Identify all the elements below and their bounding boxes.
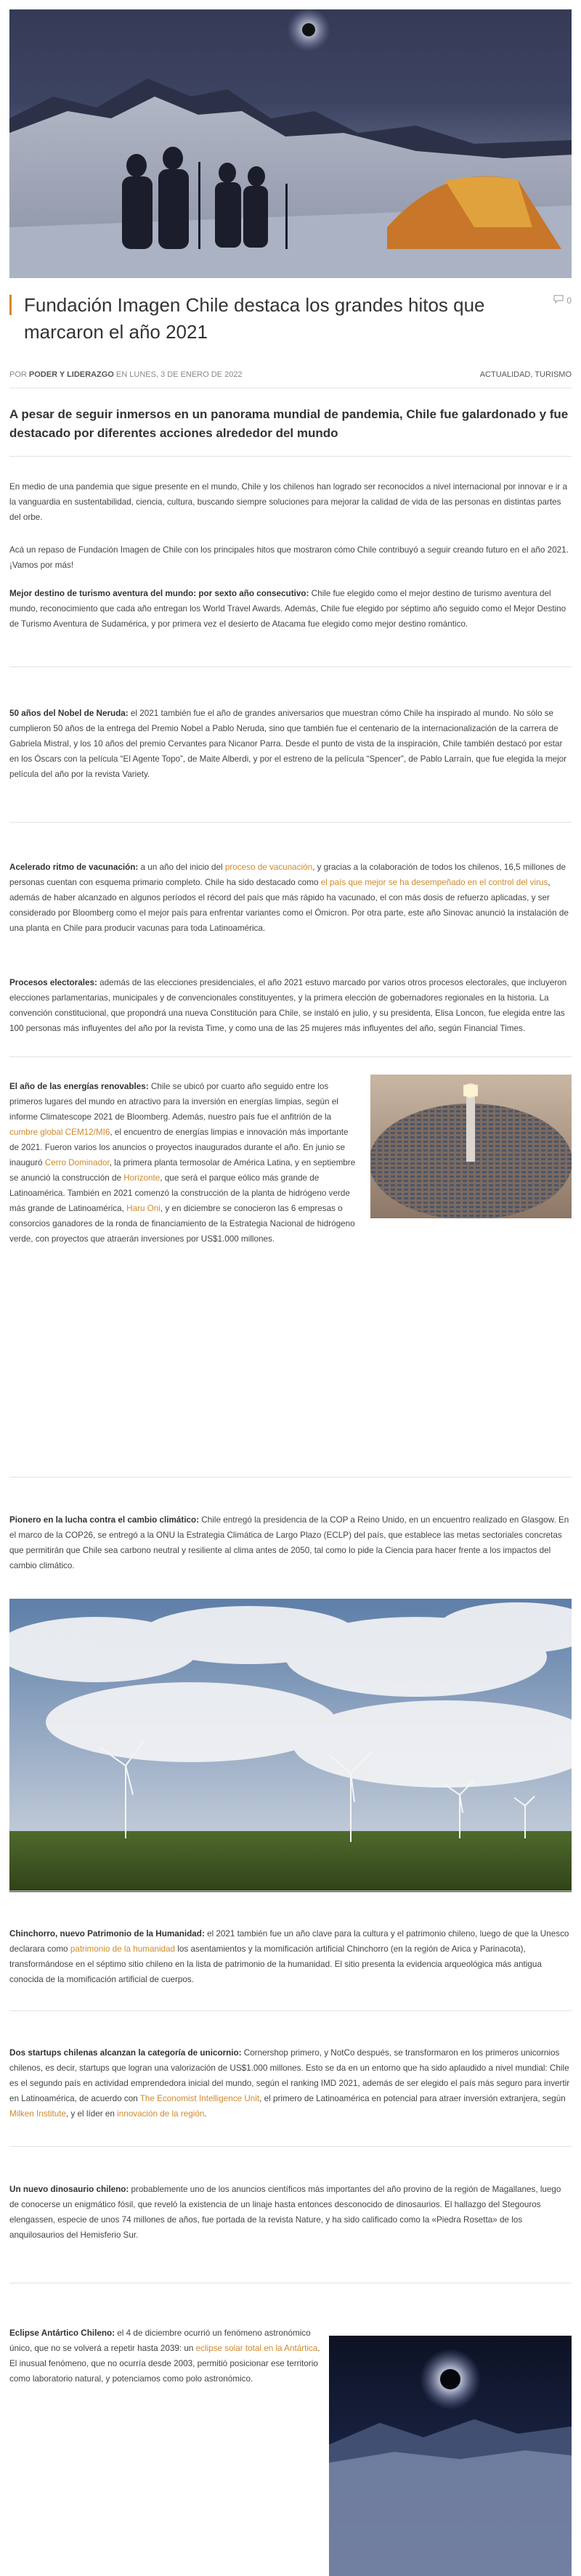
text: , y el líder en	[65, 2109, 118, 2119]
title-accent-bar	[9, 295, 12, 315]
text: los asentamientos y la momificación artificial Chinchorro (en la región de Arica y Parinacota), transformándose en el séptimo sitio chileno en la lista de patrimonio de la humanidad. El sitio presenta la evidencia arqueológica más antigua conocida de la momificación artificial de cuerpos.	[9, 1944, 542, 1984]
link-control-virus[interactable]: el país que mejor se ha desempeñado en el control del virus	[320, 878, 548, 887]
text: , y gracias a la colaboración de todos los chilenos, 16,5 millones de personas cuentan con esquema primario completo. Chile ha sido destacado como	[9, 863, 566, 887]
heading-chinchorro: Chinchorro, nuevo Patrimonio de la Humanidad:	[9, 1929, 205, 1939]
heading-vacunacion: Acelerado ritmo de vacunación:	[9, 863, 139, 872]
text: , la primera planta termosolar de América Latina, y en septiembre se anunció la construcción de	[9, 1158, 356, 1183]
meta-author-link[interactable]: PODER Y LIDERAZGO	[28, 370, 114, 379]
paragraph-neruda	[9, 706, 572, 782]
link-proceso-vacunacion[interactable]: proceso de vacunación	[224, 863, 313, 872]
hero-image	[9, 9, 572, 278]
paragraph-eclipse	[9, 2326, 323, 2387]
text: , que será el parque eólico más grande de Latinoamérica. También en 2021 comenzó la construcción de la planta de hidrógeno verde más grande de Latinoamérica,	[9, 1173, 350, 1213]
paragraph-turismo	[9, 586, 572, 632]
link-patrimonio-humanidad[interactable]: patrimonio de la humanidad	[70, 1944, 176, 1954]
text: a un año del inicio del	[138, 863, 225, 872]
link-cumbre-cem12[interactable]: cumbre global CEM12/MI6	[9, 1128, 110, 1137]
article-meta	[9, 370, 572, 379]
text: , el primero de Latinoamérica en potencial para atraer inversión extranjera, según	[259, 2094, 566, 2103]
text: el 2021 también fue un año clave para la cultura y el patrimonio chileno, luego de que la Unesco declarara como	[9, 1929, 569, 1954]
heading-dinosaurio: Un nuevo dinosaurio chileno:	[9, 2185, 129, 2194]
paragraph-repaso: Acá un repaso de Fundación Imagen de Chile con los principales hitos que mostraron cómo Chile contribuyó a seguir creando futuro en el año 2021. ¡Vamos por más!	[9, 545, 569, 570]
link-milken-institute[interactable]: Milken Institute	[9, 2109, 66, 2119]
eclipse-image	[329, 2336, 572, 2576]
link-cerro-dominador[interactable]: Cerro Dominador	[44, 1158, 110, 1167]
divider	[9, 822, 572, 823]
text: además de las elecciones presidenciales, el año 2021 estuvo marcado por varios otros procesos electorales, que incluyeron elecciones parlamentarias, municipales y de convencionales constituyentes, y la primera elección de gobernadores regionales en la historia. La convención constitucional, que propondrá una nueva Constitución para Chile, se instaló en julio, y su presidenta, Elisa Loncon, fue elegida entre las 100 personas más influyentes del año por la revista Time, y como una de las 25 mujeres más influyentes del año, según Financial Times.	[9, 978, 567, 1033]
paragraph-startups	[9, 2045, 572, 2121]
comment-icon	[553, 295, 564, 306]
text: Chile se ubicó por cuarto año seguido entre los primeros lugares del mundo en atractivo para la inversión en energías limpias, según el informe Climatescope 2021 de Bloomberg. Además, nuestro país fue el anfitrión de la	[9, 1082, 338, 1122]
paragraph-dinosaurio	[9, 2182, 572, 2243]
comment-count-link[interactable]	[553, 295, 572, 306]
meta-in: EN	[115, 370, 128, 379]
meta-by: POR	[9, 370, 27, 379]
link-economist-intelligence-unit[interactable]: The Economist Intelligence Unit	[139, 2094, 260, 2103]
text: , el encuentro de energías limpias e innovación más importante de 2021. Fueron varios los anuncios o proyectos inaugurados durante el año. En junio se inauguró	[9, 1128, 349, 1167]
text: . El inusual fenómeno, que no ocurría desde 2003, permitió posicionar ese territorio como laboratorio natural, y potenciamos como polo astronómico.	[9, 2344, 320, 2384]
heading-neruda: 50 años del Nobel de Neruda:	[9, 709, 129, 718]
text-turismo: Chile fue elegido como el mejor destino de turismo aventura del mundo, reconocimiento que cada año entregan los World Travel Awards. Además, Chile fue elegido por séptimo año seguido como el Mejor Destino de Turismo Aventura de Sudamérica, y por primera vez el desierto de Atacama fue elegido como mejor destino romántico.	[9, 589, 566, 629]
link-haru-oni[interactable]: Haru Oni	[126, 1204, 161, 1213]
heading-clima: Pionero en la lucha contra el cambio climático:	[9, 1515, 200, 1525]
paragraph-vacunacion	[9, 860, 572, 936]
divider	[9, 1056, 572, 1057]
paragraph-clima	[9, 1512, 572, 1573]
link-innovacion-region[interactable]: innovación de la región	[117, 2109, 205, 2119]
text: , y en diciembre se conocieron las 6 empresas o consorcios ganadores de la ronda de financiamiento de la Estrategia Nacional de hidrógeno verde, con proyectos que atraerán inversiones por US$1.000 millones.	[9, 1204, 355, 1244]
heading-elecciones: Procesos electorales:	[9, 978, 97, 987]
paragraph-chinchorro	[9, 1926, 572, 1987]
link-eclipse-antartica[interactable]: eclipse solar total en la Antártica	[195, 2344, 318, 2353]
divider	[9, 456, 572, 457]
heading-turismo: Mejor destino de turismo aventura del mundo: por sexto año consecutivo:	[9, 589, 309, 598]
comment-count: 0	[566, 295, 572, 306]
heading-startups: Dos startups chilenas alcanzan la categoría de unicornio:	[9, 2048, 242, 2058]
article-lede: A pesar de seguir inmersos en un panorama mundial de pandemia, Chile fue galardonado y fue destacado por diferentes acciones alrededor del mundo	[9, 407, 569, 440]
meta-categories[interactable]: ACTUALIDAD, TURISMO	[479, 370, 572, 379]
text: Chile entregó la presidencia de la COP a Reino Unido, en un encuentro realizado en Glasgow. En el marco de la COP26, se entregó a la ONU la Estrategia Climática de Largo Plazo (ECLP) del país, que establece las metas sectoriales concretas que permitirán que Chile sea carbono neutral y resiliente al clima antes de 2050, tal como lo pide la Ciencia para hacer frente a los impactos del cambio climático.	[9, 1515, 569, 1570]
page-title: Fundación Imagen Chile destaca los grandes hitos que marcaron el año 2021	[24, 294, 485, 343]
solar-plant-image	[370, 1075, 572, 1218]
text: .	[204, 2109, 207, 2119]
text: Cornershop primero, y NotCo después, se transformaron en los primeros unicornios chilenos, es decir, startups que logran una valorización de US$1.000 millones. Esto se da en un entorno que ha sido aplaudido a nivel mundial: Chile es el segundo país en actividad emprendedora inicial del mundo, según el ranking IMD 2021, además de ser elegido el país más seguro para invertir en Latinoamérica, de acuerdo con	[9, 2048, 570, 2103]
text: probablemente uno de los anuncios científicos más importantes del año provino de la región de Magallanes, luego de conocerse un enigmático fósil, que reveló la existencia de un linaje hasta entonces desconocido de dinosaurios. El hallazgo del Stegouros elengassen, especie de unos 74 millones de años, fue portada de la revista Nature, y ha sido calificado como la «Piedra Rosetta» de los anquilosaurios del Hemisferio Sur.	[9, 2185, 561, 2240]
heading-energia: El año de las energías renovables:	[9, 1082, 149, 1091]
meta-date: LUNES, 3 DE ENERO DE 2022	[129, 370, 243, 379]
paragraph-intro: En medio de una pandemia que sigue presente en el mundo, Chile y los chilenos han logrado ser reconocidos a nivel internacional por innovar e ir a la vanguardia en sustentabilidad, ciencia, cultura, buscando siempre soluciones para mejorar la calidad de vida de las personas en distintas partes del orbe.	[9, 482, 567, 522]
wind-turbines-image	[9, 1599, 572, 1892]
link-horizonte[interactable]: Horizonte	[123, 1173, 161, 1183]
paragraph-elecciones	[9, 975, 572, 1036]
text: , además de haber alcanzado en algunos períodos el récord del país que más rápido ha vacunado, el con más dosis de refuerzo aplicadas, y ser considerado por Bloomberg como el mejor país para enfrentar variantes como el Ómicron. Por otra parte, este año Sinovac anunció la instalación de una planta en Chile para producir vacunas para toda Latinoamérica.	[9, 878, 569, 933]
text-neruda: el 2021 también fue el año de grandes aniversarios que muestran cómo Chile ha inspirado al mundo. No sólo se cumplieron 50 años de la entrega del Premio Nobel a Pablo Neruda, sino que también fue el centenario de la internacionalización de la carrera de Gabriela Mistral, y los 10 años del premio Cervantes para Nicanor Parra. Desde el punto de vista de la inspiración, Chile también destacó por estar en los Óscars con la película “El Agente Topo”, de Maite Alberdi, y por el estreno de la película “Spencer”, de Pablo Larraín, que fue elegida la mejor película del año por la revista Variety.	[9, 709, 567, 779]
divider	[9, 2146, 572, 2147]
paragraph-energia-part1	[9, 1079, 359, 1247]
heading-eclipse: Eclipse Antártico Chileno:	[9, 2328, 115, 2338]
divider	[9, 2010, 572, 2011]
text: el 4 de diciembre ocurrió un fenómeno astronómico único, que no se volverá a repetir hasta 2039: un	[9, 2328, 311, 2353]
